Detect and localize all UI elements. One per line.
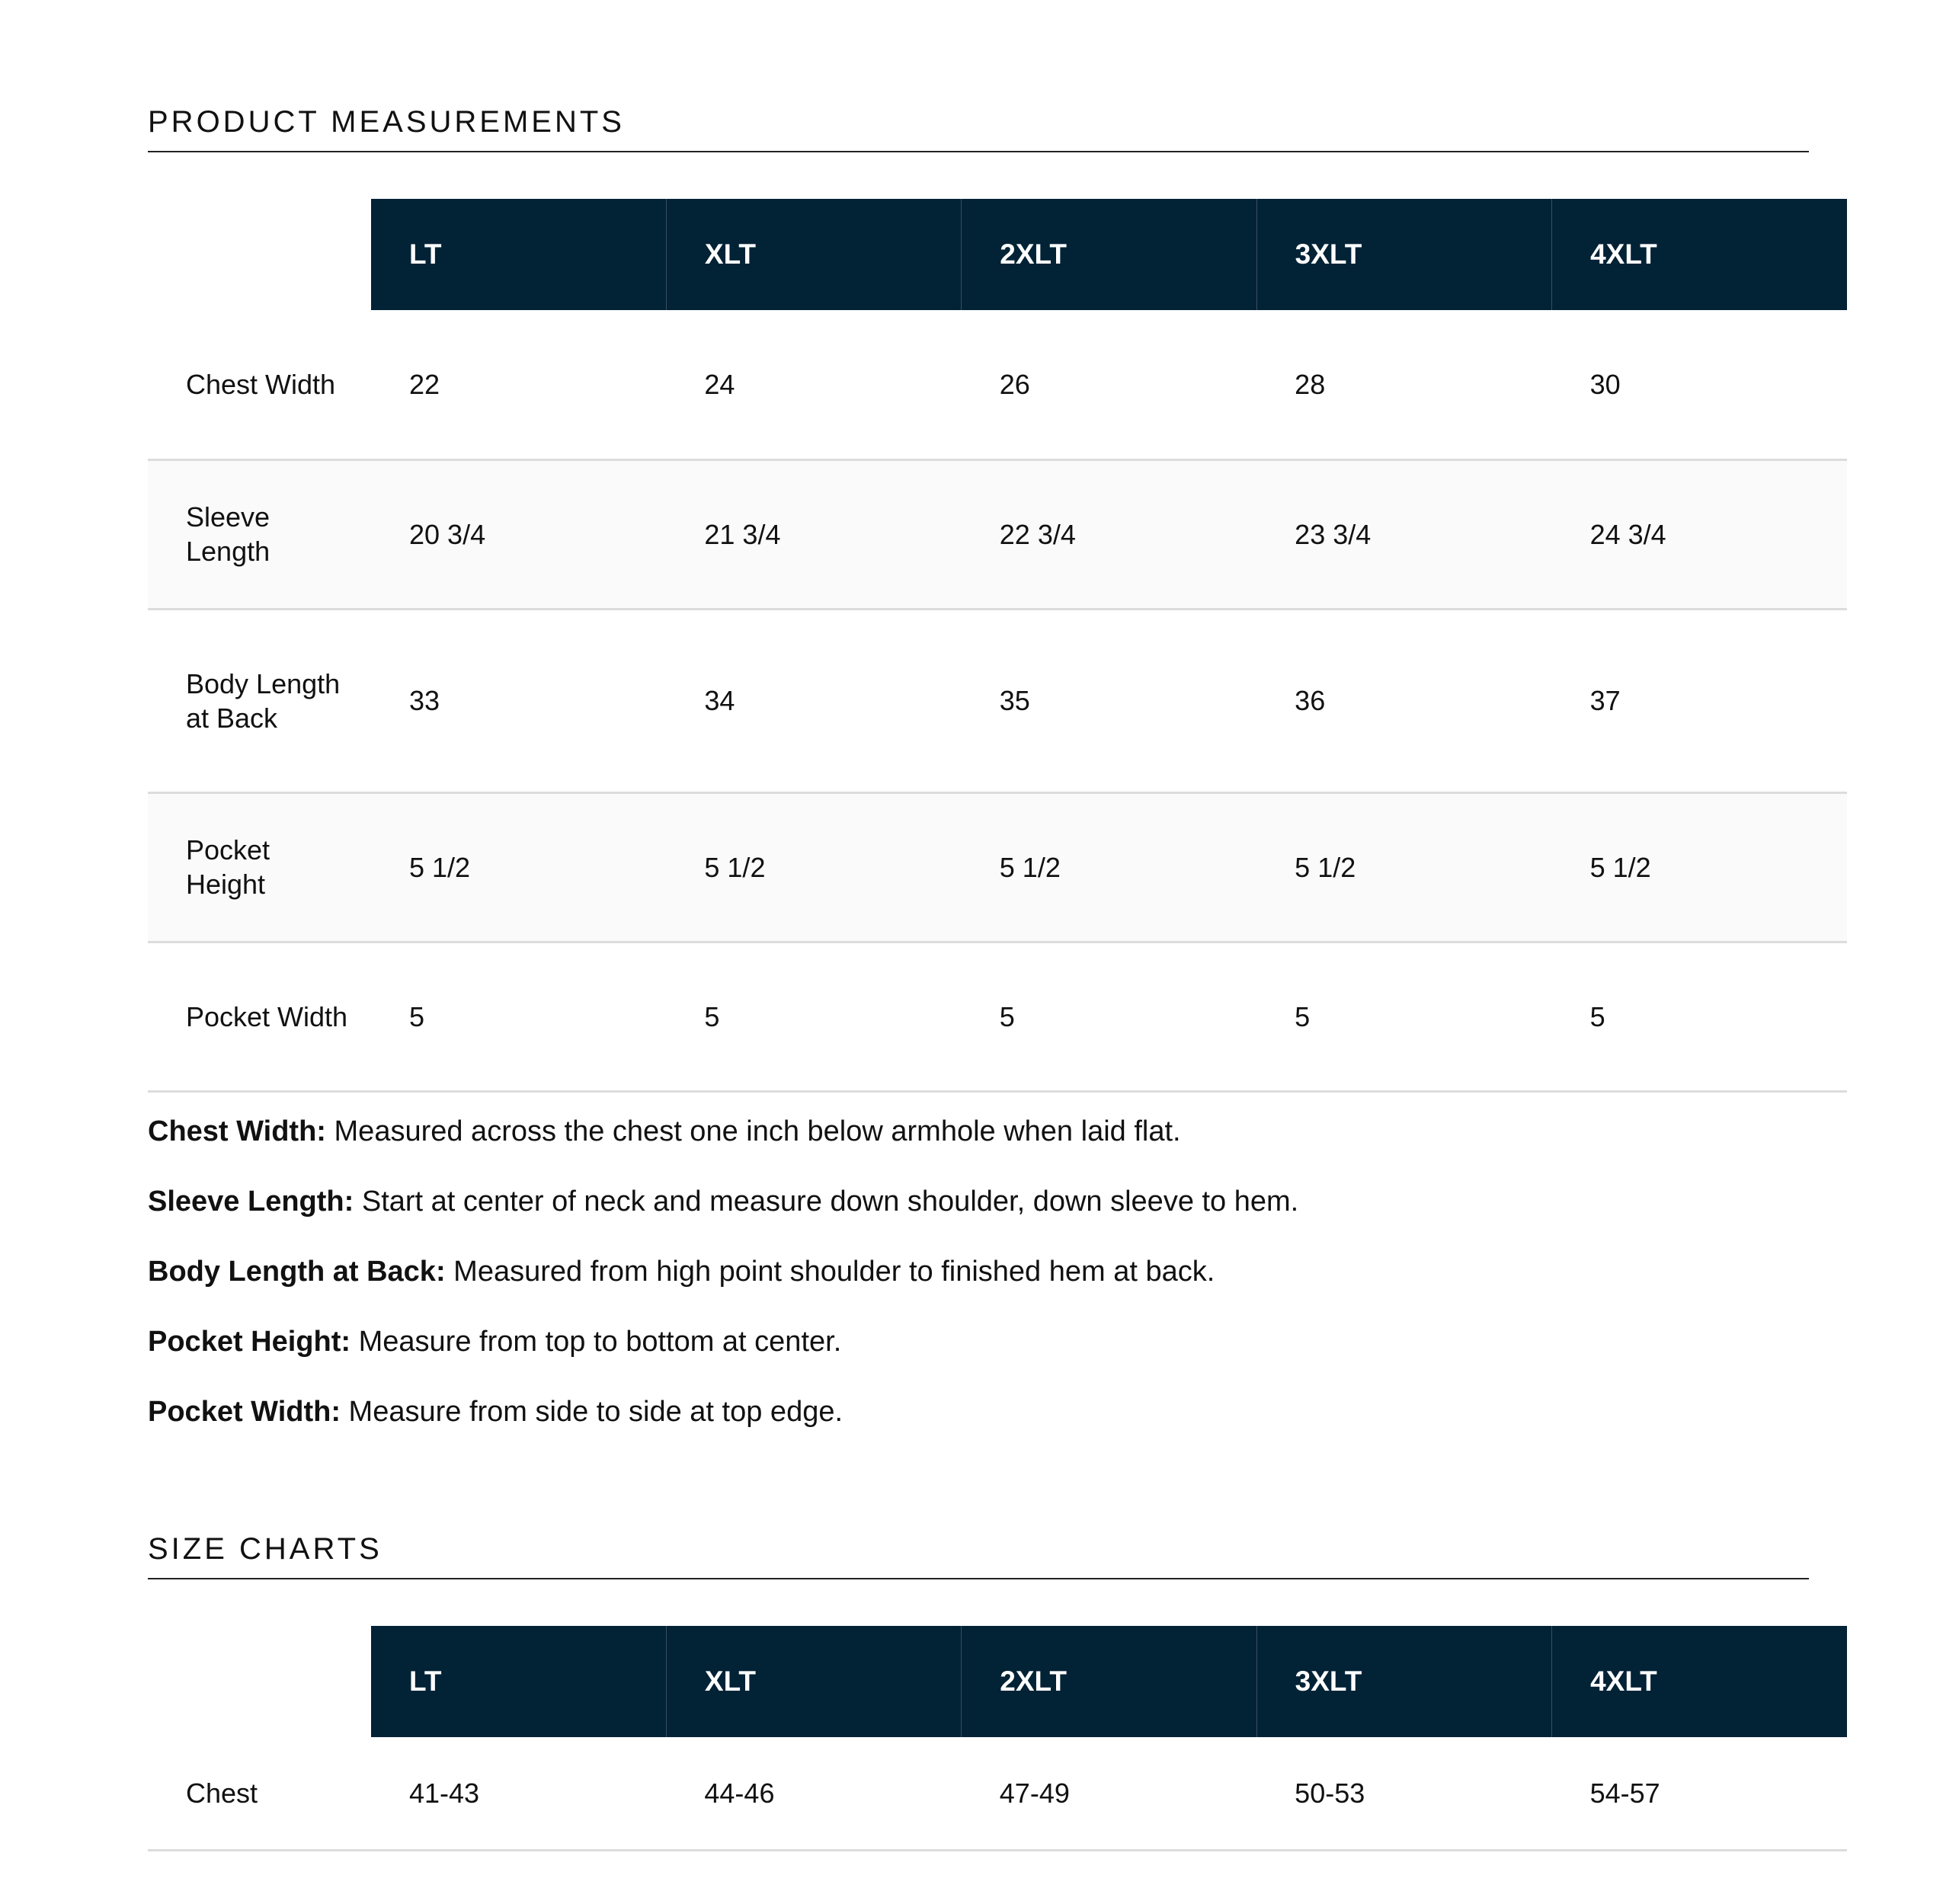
size-header-lt: LT <box>371 1626 666 1737</box>
table-cell: 26 <box>962 310 1256 459</box>
table-cell: 5 1/2 <box>1256 792 1551 942</box>
table-cell: 41-43 <box>371 1737 666 1850</box>
size-header-lt: LT <box>371 199 666 310</box>
table-cell: 50-53 <box>1256 1737 1551 1850</box>
size-header-3xlt: 3XLT <box>1256 1626 1551 1737</box>
size-header-4xlt: 4XLT <box>1552 1626 1847 1737</box>
row-label-chest-width: Chest Width <box>148 310 371 459</box>
table-cell: 23 3/4 <box>1256 459 1551 609</box>
table-cell: 44-46 <box>666 1737 961 1850</box>
size-header-xlt: XLT <box>666 1626 961 1737</box>
table-cell: 24 3/4 <box>1552 459 1847 609</box>
note-body-length <box>148 1254 1809 1289</box>
table-cell: 33 <box>371 609 666 792</box>
table-cell: 20 3/4 <box>371 459 666 609</box>
note-pocket-width <box>148 1394 1809 1429</box>
table-row <box>148 310 1847 459</box>
note-text: Measure from side to side at top edge. <box>341 1396 843 1428</box>
table-row <box>148 942 1847 1091</box>
table-header-row <box>148 199 1847 310</box>
row-label-pocket-width: Pocket Width <box>148 942 371 1091</box>
note-pocket-height <box>148 1324 1809 1359</box>
header-blank-cell <box>148 199 371 310</box>
table-cell: 34 <box>666 609 961 792</box>
table-row <box>148 792 1847 942</box>
table-cell: 54-57 <box>1552 1737 1847 1850</box>
note-text: Measured from high point shoulder to finished hem at back. <box>445 1256 1215 1288</box>
size-header-xlt: XLT <box>666 199 961 310</box>
table-cell: 5 <box>962 942 1256 1091</box>
row-label-sleeve-length: Sleeve Length <box>148 459 371 609</box>
size-charts-title: SIZE CHARTS <box>148 1534 1809 1579</box>
note-term: Pocket Height: <box>148 1326 351 1358</box>
table-cell: 22 <box>371 310 666 459</box>
table-row <box>148 459 1847 609</box>
note-chest-width <box>148 1114 1809 1149</box>
table-cell: 36 <box>1256 609 1551 792</box>
table-cell: 5 <box>666 942 961 1091</box>
table-cell: 5 <box>371 942 666 1091</box>
product-measurements-title: PRODUCT MEASUREMENTS <box>148 107 1809 152</box>
table-cell: 5 1/2 <box>666 792 961 942</box>
table-cell: 28 <box>1256 310 1551 459</box>
table-cell: 5 1/2 <box>371 792 666 942</box>
size-header-2xlt: 2XLT <box>962 1626 1256 1737</box>
measurement-notes <box>148 1114 1809 1464</box>
table-cell: 5 <box>1552 942 1847 1091</box>
header-blank-cell <box>148 1626 371 1737</box>
size-header-4xlt: 4XLT <box>1552 199 1847 310</box>
note-term: Chest Width: <box>148 1115 326 1147</box>
table-cell: 22 3/4 <box>962 459 1256 609</box>
table-cell: 24 <box>666 310 961 459</box>
table-cell: 37 <box>1552 609 1847 792</box>
note-term: Sleeve Length: <box>148 1186 354 1218</box>
table-row <box>148 609 1847 792</box>
table-cell: 30 <box>1552 310 1847 459</box>
table-cell: 5 1/2 <box>962 792 1256 942</box>
table-cell: 5 1/2 <box>1552 792 1847 942</box>
size-header-2xlt: 2XLT <box>962 199 1256 310</box>
size-header-3xlt: 3XLT <box>1256 199 1551 310</box>
table-cell: 35 <box>962 609 1256 792</box>
table-cell: 47-49 <box>962 1737 1256 1850</box>
note-sleeve-length <box>148 1184 1809 1219</box>
note-text: Measure from top to bottom at center. <box>351 1326 842 1358</box>
size-charts-table <box>148 1626 1847 1851</box>
row-label-pocket-height: Pocket Height <box>148 792 371 942</box>
table-row <box>148 1737 1847 1850</box>
note-term: Pocket Width: <box>148 1396 341 1428</box>
table-cell: 5 <box>1256 942 1551 1091</box>
note-term: Body Length at Back: <box>148 1256 446 1288</box>
product-measurements-table <box>148 199 1847 1093</box>
row-label-body-length-at-back: Body Length at Back <box>148 609 371 792</box>
note-text: Start at center of neck and measure down shoulder, down sleeve to hem. <box>354 1186 1299 1218</box>
row-label-chest: Chest <box>148 1737 371 1850</box>
table-cell: 21 3/4 <box>666 459 961 609</box>
note-text: Measured across the chest one inch below armhole when laid flat. <box>325 1115 1181 1147</box>
table-header-row <box>148 1626 1847 1737</box>
